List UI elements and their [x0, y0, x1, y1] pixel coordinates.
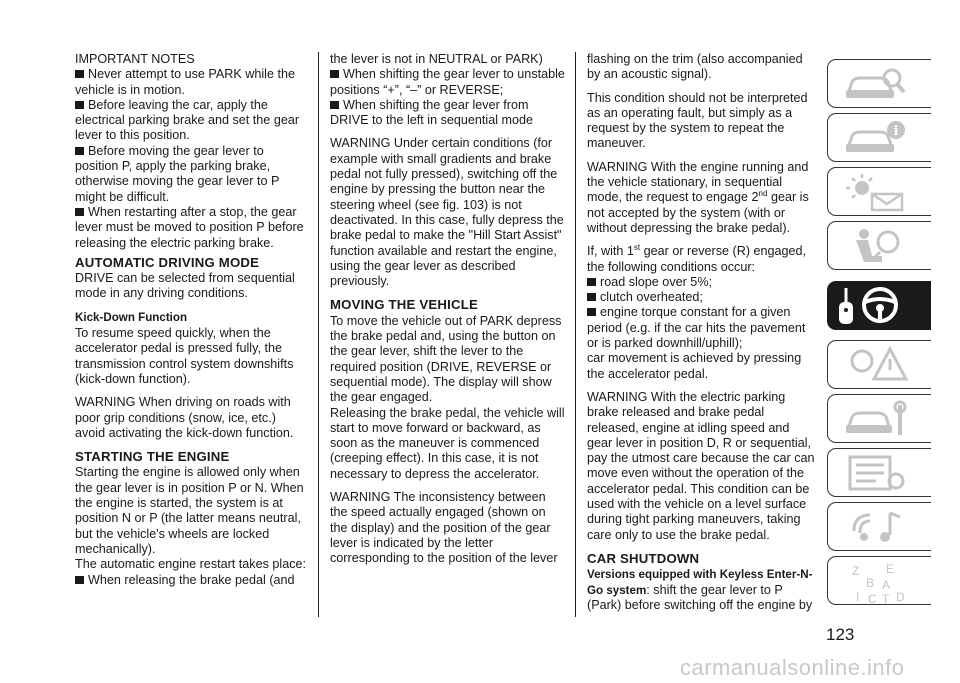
watermark[interactable]: carmanualsonline.info — [680, 655, 905, 680]
bullet-square-icon — [75, 208, 84, 216]
tab-car-info[interactable] — [827, 113, 931, 162]
svg-text:D: D — [896, 590, 905, 604]
text-run: WARNING With the engine running and the vehicle stationary, in sequential mode, the request to engage 2 — [587, 159, 809, 205]
paragraph: flashing on the trim (also accompanied by an acoustic signal). — [587, 52, 803, 82]
tab-alphabet-index[interactable] — [827, 556, 931, 605]
bullet-text: When releasing the brake pedal (and — [88, 572, 295, 587]
paragraph: To resume speed quickly, when the accelerator pedal is pressed fully, the transmission control system downshifts (kick-down function). — [75, 326, 294, 386]
bullet-text: Never attempt to use PARK while the vehicle is in motion. — [75, 67, 295, 97]
warning-paragraph: WARNING When driving on roads with poor grip conditions (snow, ice, etc.) avoid activating the kick-down function. — [75, 395, 294, 440]
bullet-item — [75, 205, 307, 251]
bullet-item — [75, 67, 307, 98]
multimedia-icon — [842, 507, 912, 547]
svg-text:E: E — [886, 562, 895, 576]
warning-paragraph — [587, 160, 817, 236]
column-right — [587, 52, 817, 613]
tab-warning-lights[interactable] — [827, 167, 931, 216]
car-magnifier-icon — [842, 64, 912, 104]
tab-multimedia[interactable] — [827, 502, 931, 551]
section-heading: CAR SHUTDOWN — [587, 550, 700, 566]
paragraph: The automatic engine restart takes place: — [75, 557, 307, 572]
paragraph: This condition should not be interpreted as an operating fault, but simply as a request by the system to repeat the maneuver. — [587, 90, 808, 151]
superscript: st — [633, 243, 641, 253]
paragraph: To move the vehicle out of PARK depress the brake pedal and, using the button on the gear lever, shift the lever to the required position (DRIVE, REVERSE or sequential mode). The display will show the gear engaged. — [330, 313, 562, 405]
section-heading: STARTING THE ENGINE — [75, 449, 230, 465]
bullet-text: engine torque constant for a given period (e.g. if the car hits the pavement or is parked downhill/uphill); — [587, 305, 806, 351]
tab-technical-data[interactable] — [827, 448, 931, 497]
bullet-item — [75, 144, 307, 205]
superscript: nd — [758, 189, 768, 199]
paragraph — [587, 567, 817, 613]
section-heading: MOVING THE VEHICLE — [330, 297, 478, 313]
paragraph: the lever is not in NEUTRAL or PARK) — [330, 52, 543, 66]
bullet-text: When shifting the gear lever from DRIVE to the left in sequential mode — [330, 97, 534, 128]
airbag-seat-icon — [842, 226, 912, 266]
column-divider — [575, 52, 576, 617]
tab-key-steering-wheel[interactable] — [827, 281, 931, 330]
bullet-square-icon — [587, 278, 596, 286]
page-number: 123 — [826, 625, 855, 644]
section-heading: AUTOMATIC DRIVING MODE — [75, 254, 260, 270]
key-steering-wheel-icon — [834, 284, 914, 328]
svg-text:B: B — [866, 576, 875, 590]
svg-text:i: i — [893, 124, 899, 139]
bullet-text: Before moving the gear lever to position P, apply the parking brake, otherwise moving the gear lever to P might be difficult. — [75, 143, 280, 204]
warning-triangle-icon — [842, 345, 912, 385]
subsection-heading: Kick-Down Function — [75, 310, 188, 324]
svg-text:C: C — [868, 592, 877, 605]
tab-airbag-seat[interactable] — [827, 221, 931, 270]
paragraph: Starting the engine is allowed only when the gear lever is in position P or N. When the engine is started, the system is at position N or P (the latter means neutral, but the vehicle's wheels are locked mechanically). — [75, 465, 304, 556]
column-middle — [330, 52, 565, 575]
notes-title: IMPORTANT NOTES — [75, 52, 195, 66]
bullet-item — [330, 98, 565, 129]
bold-run: Versions equipped with Keyless Enter-N-Go system — [587, 568, 813, 597]
car-service-icon — [842, 399, 912, 439]
bullet-square-icon — [75, 147, 84, 155]
bullet-text: Before leaving the car, apply the electrical parking brake and set the gear lever to this position. — [75, 97, 300, 143]
bullet-square-icon — [75, 576, 84, 584]
svg-text:T: T — [882, 592, 890, 605]
bullet-square-icon — [75, 101, 84, 109]
tab-car-service[interactable] — [827, 394, 931, 443]
warning-lights-icon — [842, 172, 912, 212]
column-left — [75, 52, 307, 588]
bullet-square-icon — [330, 101, 339, 109]
bullet-text: clutch overheated; — [600, 290, 703, 305]
warning-paragraph: WARNING With the electric parking brake released and brake pedal released, engine at idling speed and gear lever in position D, R or sequential, pay the utmost care because the car can move even without the operation of the accelerator pedal. This condition can be used with the vehicle on a level surface during tight parking maneuvers, taking care only to use the brake pedal. — [587, 389, 815, 542]
svg-text:Z: Z — [852, 564, 860, 578]
tab-car-magnifier[interactable] — [827, 59, 931, 108]
bullet-square-icon — [75, 70, 84, 78]
bullet-item — [75, 573, 307, 588]
bullet-item — [330, 67, 565, 98]
car-info-icon — [842, 118, 912, 158]
bullet-item — [75, 98, 307, 144]
text-run: gear is not accepted by the system (with or without depressing the brake pedal). — [587, 190, 809, 235]
bullet-square-icon — [330, 70, 339, 78]
svg-text:I: I — [856, 590, 860, 604]
bullet-item — [587, 305, 817, 351]
alphabet-index-icon — [842, 561, 912, 605]
column-divider — [318, 52, 319, 617]
bullet-text: road slope over 5%; — [600, 274, 713, 289]
svg-text:A: A — [882, 578, 891, 592]
text-run: : shift the gear lever to P (Park) before switching off the engine by — [587, 582, 813, 612]
bullet-text: When shifting the gear lever to unstable positions “+”, “–” or REVERSE; — [330, 67, 565, 97]
warning-paragraph: WARNING The inconsistency between the speed actually engaged (shown on the display) and the position of the gear lever is indicated by the letter corresponding to the position of the lever — [330, 490, 558, 566]
paragraph: DRIVE can be selected from sequential mode in any driving conditions. — [75, 271, 295, 301]
warning-paragraph: WARNING Under certain conditions (for example with small gradients and brake pedal not fully pressed), switching off the engine by pressing the button near the steering wheel (see fig. 103) is not deactivated. In this case, fully depress the brake pedal to make the "Hill Start Assist" function available and restart the engine, using the gear lever as described previously. — [330, 136, 564, 289]
paragraph: car movement is achieved by pressing the accelerator pedal. — [587, 351, 802, 381]
bullet-square-icon — [587, 308, 596, 316]
bullet-text: When restarting after a stop, the gear lever must be moved to position P before releasing the electric parking brake. — [75, 204, 304, 250]
tab-warning-triangle[interactable] — [827, 340, 931, 389]
paragraph — [587, 244, 817, 275]
bullet-square-icon — [587, 293, 596, 301]
technical-data-icon — [842, 453, 912, 493]
text-run: If, with 1 — [587, 244, 634, 259]
text-run: gear or reverse (R) engaged, the following conditions occur: — [587, 244, 807, 274]
bullet-item — [587, 290, 817, 305]
paragraph: Releasing the brake pedal, the vehicle will start to move forward or backward, as soon as the maneuver is commenced (creeping effect). In this case, it is not necessary to depress the accelerator. — [330, 405, 565, 481]
bullet-item — [587, 275, 817, 290]
